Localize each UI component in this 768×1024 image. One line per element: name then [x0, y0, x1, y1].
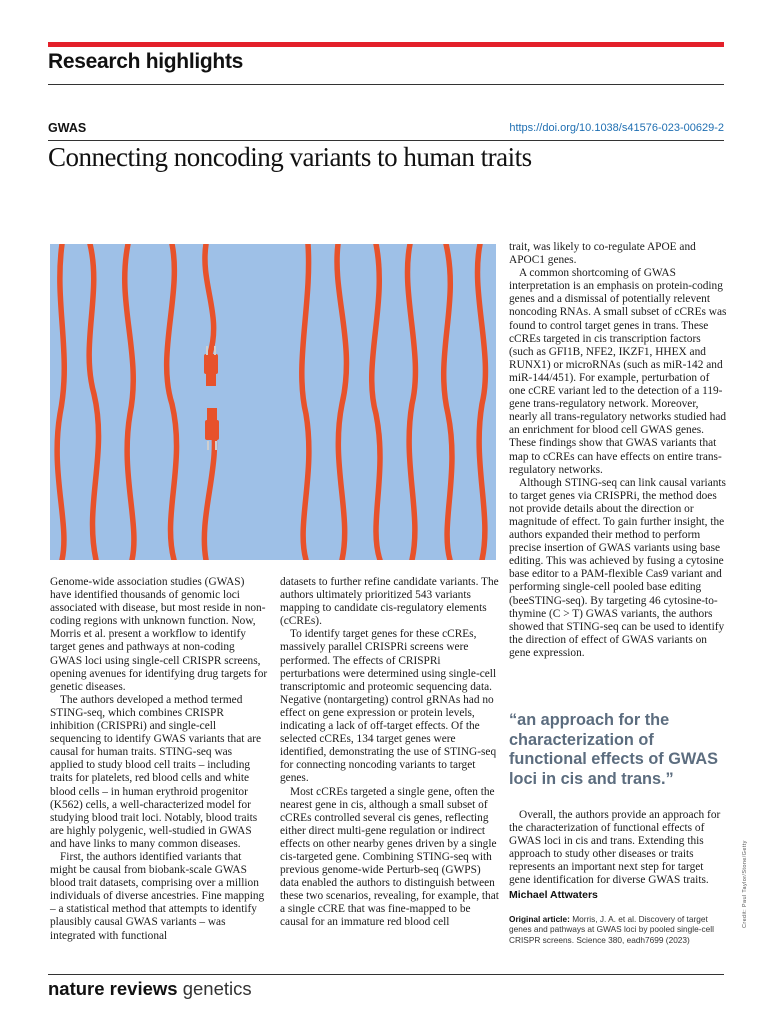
paragraph: Genome-wide association studies (GWAS) have identified thousands of genomic loci associated with disease, but most reside in non-coding regions with unknown function. Now, Morris et al. present a workflow to identify target genes and pathways at non-coding GWAS loci using single-cell CRISPR screens, opening avenues for identifying drug targets for genetic diseases.: [50, 576, 268, 693]
journal-brand: nature reviews: [48, 978, 178, 999]
journal-subject: genetics: [182, 978, 252, 999]
divider: [48, 84, 724, 85]
paragraph: First, the authors identified variants that might be causal from biobank-scale GWAS blood trait datasets, comprising over a million individuals of diverse ancestries. Fine mapping – a statistical method that attempts to identify plausibly causal GWAS variants – was integrated with functional: [50, 850, 265, 942]
conclusion-block: [509, 809, 727, 902]
pull-quote: “an approach for the characterization of functional effects of GWAS loci in cis and trans.”: [509, 711, 718, 788]
divider: [48, 140, 724, 141]
original-article: [509, 914, 727, 945]
original-article-label: Original article:: [509, 914, 570, 924]
photo-credit: Credit: Paul Taylor/Stone/Getty: [742, 840, 748, 928]
divider: [48, 974, 724, 975]
paragraph: Although STING-seq can link causal variants to target genes via CRISPRi, the method does not provide details about the direction or magnitude of effect. To gain further insight, the authors expanded their method to perform precise insertion of GWAS variants using base editing. This was achieved by fusing a cytosine base editor to a PAM-flexible Cas9 variant and performing single-cell pooled base editing (beeSTING-seq). By targeting 46 cytosine-to-thymine (C > T) GWAS variants, the authors showed that STING-seq can be used to identify the direction of effect of GWAS variants on gene expression.: [509, 476, 726, 659]
paragraph: The authors developed a method termed STING-seq, which combines CRISPR inhibition (CRISPRi) and single-cell sequencing to identify GWAS variants that are causal for human traits. STING-seq was applied to study blood cell traits – including traits for platelets, red blood cells and white blood cells – in human erythroid progenitor (K562) cells, a well-characterized model for studying blood trait loci. Notably, blood traits are highly polygenic, well-studied in GWAS and have links to many common diseases.: [50, 693, 262, 850]
orange-cables-photo: [50, 244, 496, 560]
body-column-2: [280, 576, 500, 930]
article-title: Connecting noncoding variants to human traits: [48, 142, 532, 172]
body-column-1: [50, 576, 268, 943]
topic-tag: GWAS: [48, 121, 87, 135]
paragraph: A common shortcoming of GWAS interpretation is an emphasis on protein-coding genes and a dismissal of potentially relevent noncoding RNAs. A small subset of cCREs was found to control target genes in trans. These cCREs targeted in cis transcription factors (such as GFI1B, NFE2, IKZF1, HHEX and RUNX1) or microRNAs (such as miR-142 and miR-144/451). For example, perturbation of one cCRE variant led to the detection of a 119-gene trans-regulatory network. Moreover, nearly all trans-regulatory networks studied had an enrichment for blood cell GWAS genes. These findings show that GWAS variants that map to cCREs can have effects on entire trans-regulatory networks.: [509, 267, 727, 476]
paragraph: Overall, the authors provide an approach for the characterization of functional effects of GWAS loci in cis and trans. Extending this approach to study other diseases or traits represents an important next step for target gene identification for diverse GWAS traits.: [509, 809, 721, 887]
journal-logo: [48, 978, 252, 1000]
section-title: Research highlights: [48, 50, 244, 73]
author-name: Michael Attwaters: [509, 888, 598, 901]
accent-bar: [48, 42, 724, 47]
paragraph: Most cCREs targeted a single gene, often the nearest gene in cis, although a small subset of cCREs controlled several cis genes, reflecting either direct multi-gene regulation or indirect effects on other nearby genes driven by a single cis-targeted gene. Combining STING-seq with previous genome-wide Perturb-seq (GWPS) data enabled the authors to distinguish between these two scenarios, revealing, for example, that a single cCRE that was fine-mapped to be causal for an immature red blood cell: [280, 785, 499, 929]
original-article-citation: Morris, J. A. et al. Discovery of target genes and pathways at GWAS loci by pooled single-cell CRISPR screens. Science 380, eadh7699 (2023): [509, 914, 714, 945]
paragraph: datasets to further refine candidate variants. The authors ultimately prioritized 543 variants mapping to candidate cis-regulatory elements (cCREs).: [280, 576, 499, 628]
body-column-3: [509, 241, 727, 660]
paragraph: trait, was likely to co-regulate APOE and APOC1 genes.: [509, 241, 696, 267]
doi-link[interactable]: https://doi.org/10.1038/s41576-023-00629-2: [509, 122, 724, 134]
paragraph: To identify target genes for these cCREs, massively parallel CRISPRi screens were performed. The effects of CRISPRi perturbations were determined using single-cell transcriptomic and proteomic sequencing data. Negative (nontargeting) control gRNAs had no effect on gene expression or protein levels, indicating a lack of off-target effects. Of the selected cCREs, 134 target genes were identified, demonstrating the use of STING-seq for connecting noncoding variants to target genes.: [280, 628, 497, 785]
